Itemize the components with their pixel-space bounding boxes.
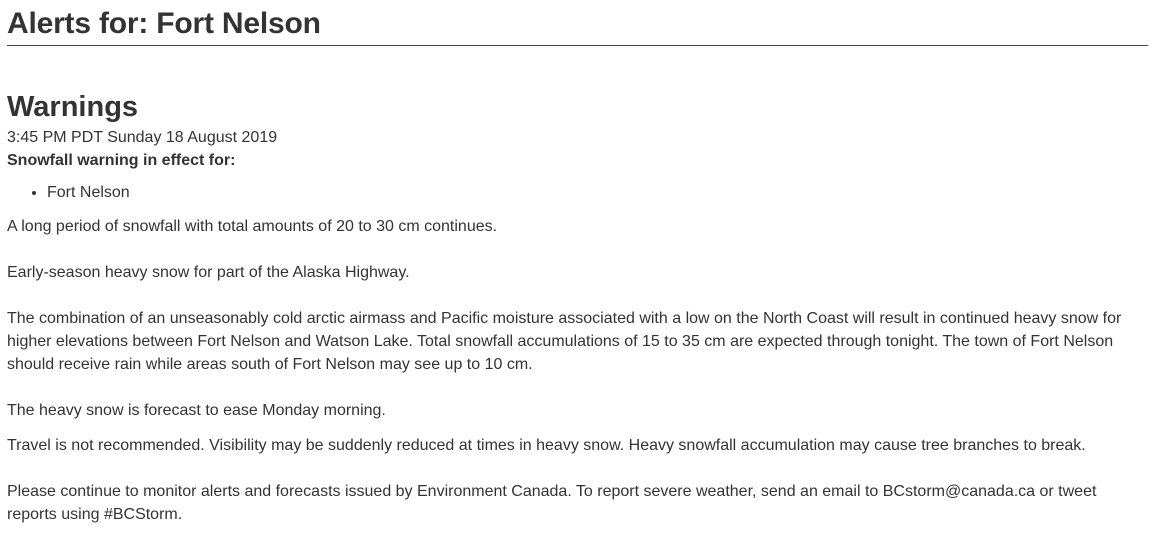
warnings-section bbox=[7, 46, 1148, 526]
alerts-page bbox=[7, 0, 1148, 526]
affected-regions-list bbox=[7, 181, 1148, 204]
warning-paragraph: Early-season heavy snow for part of the Alaska Highway. bbox=[7, 264, 410, 281]
warning-paragraph: The heavy snow is forecast to ease Monday morning. bbox=[7, 402, 386, 419]
warning-paragraph: Travel is not recommended. Visibility may be suddenly reduced at times in heavy snow. Heavy snowfall accumulation may cause tree branches to break. bbox=[7, 437, 1086, 454]
warning-paragraph: A long period of snowfall with total amounts of 20 to 30 cm continues. bbox=[7, 218, 498, 235]
issued-timestamp: 3:45 PM PDT Sunday 18 August 2019 bbox=[7, 129, 278, 146]
warnings-heading: Warnings bbox=[7, 91, 139, 123]
warning-headline: Snowfall warning in effect for: bbox=[7, 152, 236, 169]
warning-paragraph: Please continue to monitor alerts and forecasts issued by Environment Canada. To report severe weather, send an email to BCstorm@canada.ca or tweet reports using #BCStorm. bbox=[7, 483, 1097, 523]
region-list-item: • Fort Nelson bbox=[47, 181, 1148, 204]
page-title: Alerts for: Fort Nelson bbox=[7, 7, 321, 40]
warning-paragraph: The combination of an unseasonably cold arctic airmass and Pacific moisture associated with a low on the North Coast will result in continued heavy snow for higher elevations between Fort Nelson and Watson Lake. Total snowfall accumulations of 15 to 35 cm are expected through tonight. The town of Fort Nelson should receive rain while areas south of Fort Nelson may see up to 10 cm. bbox=[7, 310, 1122, 373]
